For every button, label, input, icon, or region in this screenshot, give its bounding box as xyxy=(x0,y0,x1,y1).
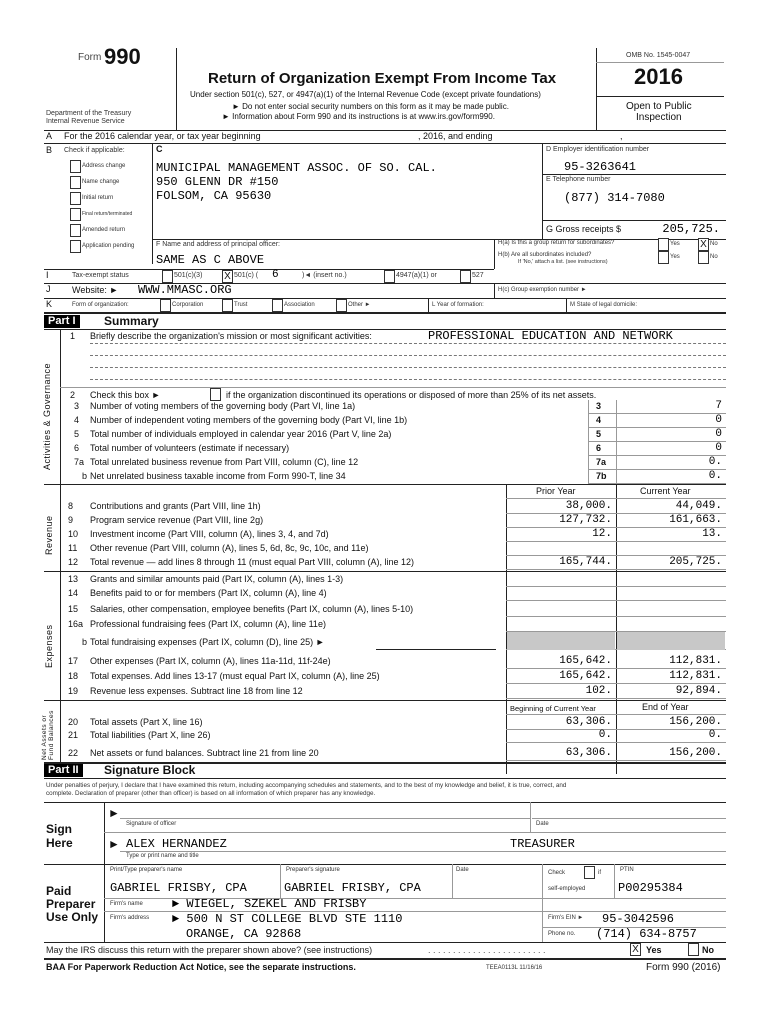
preparer-signature: GABRIEL FRISBY, CPA xyxy=(284,881,421,895)
initial-return-label: Initial return xyxy=(82,195,114,201)
gov-line-text: Total number of individuals employed in calendar year 2016 (Part V, line 2a) xyxy=(90,429,392,439)
gov-box-label: 7b xyxy=(596,471,607,481)
501c-number: 6 xyxy=(272,269,279,281)
year-formation-label: L Year of formation: xyxy=(432,302,484,308)
corporation-checkbox[interactable] xyxy=(160,299,171,312)
side-expenses: Expenses xyxy=(44,624,54,668)
line-i-letter: I xyxy=(46,270,49,280)
current-value: 156,200. xyxy=(669,747,722,759)
current-value: 0. xyxy=(708,729,722,741)
current-value: 156,200. xyxy=(669,716,722,728)
527-label: 527 xyxy=(472,272,484,279)
perjury-line-1: Under penalties of perjury, I declare that I have examined this return, including accompanying schedules and statements, and to the best of my knowledge and belief, it is true, correct, and xyxy=(46,782,567,789)
group-exemption-label: H(c) Group exemption number ► xyxy=(498,287,587,293)
fin-line-number: 12 xyxy=(68,557,79,567)
section-c-letter: C xyxy=(156,144,163,154)
phone-value: (714) 634-8757 xyxy=(596,927,697,941)
website-label: Website: ► xyxy=(72,285,119,295)
501c3-checkbox[interactable] xyxy=(162,270,173,283)
name-change-checkbox[interactable] xyxy=(70,176,81,189)
if-label: if xyxy=(598,870,601,876)
firm-ein-label: Firm's EIN ► xyxy=(548,915,584,921)
self-employed-label: self-employed xyxy=(548,886,586,892)
gov-line-text: Total number of volunteers (estimate if necessary) xyxy=(90,443,290,453)
form-of-org-label: Form of organization: xyxy=(72,302,129,308)
state-domicile-label: M State of legal domicile: xyxy=(570,302,638,308)
ein-value: 95-3263641 xyxy=(564,160,637,174)
sign-arrow: ► xyxy=(108,806,120,820)
form-footer: Form 990 (2016) xyxy=(646,962,721,973)
prior-value: 165,744. xyxy=(559,556,612,568)
dept-line2: Internal Revenue Service xyxy=(46,118,125,125)
preparer-date-label: Date xyxy=(456,867,469,873)
principal-officer-label: F Name and address of principal officer: xyxy=(156,241,280,248)
final-return-label: Final return/terminated xyxy=(82,211,133,217)
gov-line-number: 4 xyxy=(74,415,80,425)
ein-label: D Employer identification number xyxy=(546,146,650,153)
print-name-label: Type or print name and title xyxy=(126,853,199,859)
501c-checkbox[interactable]: X xyxy=(222,270,233,283)
firm-name: ► WIEGEL, SZEKEL AND FRISBY xyxy=(172,897,367,911)
fin-line-number: 20 xyxy=(68,717,79,727)
dept-line1: Department of the Treasury xyxy=(46,110,132,117)
fin-line-text: Net assets or fund balances. Subtract line 21 from line 20 xyxy=(90,748,319,758)
omb-number: OMB No. 1545-0047 xyxy=(626,52,691,59)
gov-value: 0 xyxy=(715,428,722,440)
address-change-checkbox[interactable] xyxy=(70,160,81,173)
application-pending-label: Application pending xyxy=(82,243,135,249)
current-value: 205,725. xyxy=(669,556,722,568)
gov-line-number: b xyxy=(82,471,88,481)
fin-line-text: Total assets (Part X, line 16) xyxy=(90,717,203,727)
line-1-text: Briefly describe the organization's mission or most significant activities: xyxy=(90,331,372,341)
current-value: 112,831. xyxy=(669,670,722,682)
shaded-cell xyxy=(617,632,725,650)
principal-officer-value: SAME AS C ABOVE xyxy=(156,253,265,267)
gov-box-label: 4 xyxy=(596,415,602,425)
col-current-year: Current Year xyxy=(640,486,691,496)
baa-notice: BAA For Paperwork Reduction Act Notice, see the separate instructions. xyxy=(46,962,356,972)
name-change-label: Name change xyxy=(82,179,120,185)
info-instruction: ► Information about Form 990 and its instructions is at www.irs.gov/form990. xyxy=(222,112,495,121)
line-a-end: , xyxy=(620,131,623,141)
telephone-value: (877) 314-7080 xyxy=(564,191,665,205)
amended-return-label: Amended return xyxy=(82,227,126,233)
line-k-letter: K xyxy=(46,299,53,309)
fin-line-number: 15 xyxy=(68,604,79,614)
gov-box-label: 3 xyxy=(596,401,602,411)
gov-line-number: 5 xyxy=(74,429,80,439)
firm-address-1: ► 500 N ST COLLEGE BLVD STE 1110 xyxy=(172,912,403,926)
side-activities-governance: Activities & Governance xyxy=(42,362,52,470)
sign-label-2: Here xyxy=(46,836,73,850)
discontinued-checkbox[interactable] xyxy=(210,388,221,401)
website-value: WWW.MMASC.ORG xyxy=(138,283,232,297)
firm-ein: 95-3042596 xyxy=(602,912,675,926)
fin-line-text: Total fundraising expenses (Part IX, column (D), line 25) ► xyxy=(90,637,325,647)
gov-value: 7 xyxy=(715,400,722,412)
fin-line-text: Salaries, other compensation, employee benefits (Part IX, column (A), lines 5-10) xyxy=(90,604,414,614)
gov-value: 0. xyxy=(708,456,722,468)
subordinates-yes-label: Yes xyxy=(670,254,680,260)
section-b-label: Check if applicable: xyxy=(64,147,125,154)
side-revenue: Revenue xyxy=(44,515,54,555)
final-return-checkbox[interactable] xyxy=(70,208,81,221)
col-beginning-year: Beginning of Current Year xyxy=(510,704,596,713)
initial-return-checkbox[interactable] xyxy=(70,192,81,205)
gov-box-label: 5 xyxy=(596,429,602,439)
fin-line-text: Professional fundraising fees (Part IX, column (A), line 11e) xyxy=(90,619,326,629)
insert-number-label: )◄ (insert no.) xyxy=(302,272,347,279)
col-prior-year: Prior Year xyxy=(536,486,576,496)
side-net-assets-2: Fund Balances xyxy=(48,710,55,760)
association-checkbox[interactable] xyxy=(272,299,283,312)
gov-line-number: 7a xyxy=(74,457,85,467)
501c3-label: 501(c)(3) xyxy=(174,272,203,279)
current-value: 13. xyxy=(702,528,722,540)
telephone-label: E Telephone number xyxy=(546,176,611,183)
gov-box-label: 7a xyxy=(596,457,607,467)
preparer-label: Preparer xyxy=(46,897,96,911)
prior-value: 63,306. xyxy=(565,747,612,759)
perjury-line-2: complete. Declaration of preparer (other than officer) is based on all information of which preparer has any knowledge. xyxy=(46,790,376,797)
firm-name-label: Firm's name xyxy=(110,901,143,907)
fin-line-text: Total revenue — add lines 8 through 11 (must equal Part VIII, column (A), line 12) xyxy=(90,557,414,567)
mission-value: PROFESSIONAL EDUCATION AND NETWORK xyxy=(428,329,673,343)
form-title: Return of Organization Exempt From Income Tax xyxy=(208,70,557,87)
gov-value: 0 xyxy=(715,414,722,426)
application-pending-checkbox[interactable] xyxy=(70,240,81,253)
current-value: 112,831. xyxy=(669,655,722,667)
subordinates-label: H(b) Are all subordinates included? xyxy=(498,252,592,258)
firm-address-2: ORANGE, CA 92868 xyxy=(186,927,302,941)
subordinates-no-checkbox[interactable] xyxy=(698,251,709,264)
group-return-no-checkbox[interactable]: X xyxy=(698,238,709,251)
prior-value: 38,000. xyxy=(565,500,612,512)
form-word: Form xyxy=(78,52,102,63)
prior-value: 165,642. xyxy=(559,670,612,682)
preparer-signature-label: Preparer's signature xyxy=(286,867,340,873)
fin-line-number: b xyxy=(82,637,88,647)
fin-line-number: 10 xyxy=(68,529,79,539)
form-code: TEEA0113L 11/16/16 xyxy=(486,965,543,971)
discuss-yes-checkbox[interactable]: X xyxy=(630,943,641,956)
prior-value: 102. xyxy=(585,685,612,697)
line-2-number: 2 xyxy=(70,390,76,400)
fin-line-number: 8 xyxy=(68,501,74,511)
subordinates-no-label: No xyxy=(710,254,718,260)
line-a-letter: A xyxy=(46,131,53,141)
prior-value: 12. xyxy=(592,528,612,540)
prior-value: 165,642. xyxy=(559,655,612,667)
fin-line-number: 9 xyxy=(68,515,74,525)
officer-title: TREASURER xyxy=(510,837,575,851)
fin-line-number: 21 xyxy=(68,730,79,740)
signature-officer-label: Signature of officer xyxy=(126,821,177,827)
subordinates-yes-checkbox[interactable] xyxy=(658,251,669,264)
phone-label: Phone no. xyxy=(548,931,576,937)
fin-line-number: 17 xyxy=(68,656,79,666)
gross-receipts-value: 205,725. xyxy=(662,222,720,236)
check-label: Check xyxy=(548,870,566,876)
subordinates-note: If 'No,' attach a list. (see instructions) xyxy=(518,259,608,265)
fin-line-number: 13 xyxy=(68,574,79,584)
ptin-value: P00295384 xyxy=(618,881,683,895)
other-checkbox[interactable] xyxy=(336,299,347,312)
firm-address-label: Firm's address xyxy=(110,915,150,921)
gov-line-text: Total unrelated business revenue from Part VIII, column (C), line 12 xyxy=(90,457,359,467)
501c-label: 501(c) ( xyxy=(234,272,259,279)
shaded-cell xyxy=(507,632,615,650)
gov-line-number: 6 xyxy=(74,443,80,453)
form-subtitle: Under section 501(c), 527, or 4947(a)(1) of the Internal Revenue Code (except private foundations) xyxy=(190,90,541,99)
fin-line-text: Program service revenue (Part VIII, line 2g) xyxy=(90,515,264,525)
org-name: MUNICIPAL MANAGEMENT ASSOC. OF SO. CAL. xyxy=(156,161,437,175)
fin-line-text: Total liabilities (Part X, line 26) xyxy=(90,730,211,740)
paid-label: Paid xyxy=(46,884,72,898)
part-ii-label: Part II xyxy=(44,764,83,777)
other-label: Other ► xyxy=(348,302,371,308)
part-i-label: Part I xyxy=(44,315,80,328)
discuss-question: May the IRS discuss this return with the preparer shown above? (see instructions) xyxy=(46,945,373,955)
preparer-name: GABRIEL FRISBY, CPA xyxy=(110,881,247,895)
trust-label: Trust xyxy=(234,302,248,308)
org-address-1: 950 GLENN DR #150 xyxy=(156,175,279,189)
open-public-2: Inspection xyxy=(636,112,682,123)
527-checkbox[interactable] xyxy=(460,270,471,283)
current-value: 92,894. xyxy=(675,685,722,697)
ssn-instruction: ► Do not enter social security numbers on this form as it may be made public. xyxy=(232,102,509,111)
part-i-title: Summary xyxy=(104,314,159,328)
use-only-label: Use Only xyxy=(46,910,99,924)
side-net-assets-1: Net Assets or xyxy=(41,714,48,760)
trust-checkbox[interactable] xyxy=(222,299,233,312)
group-return-yes-label: Yes xyxy=(670,241,680,247)
section-b-letter: B xyxy=(46,145,53,155)
fin-line-number: 19 xyxy=(68,686,79,696)
discuss-no-checkbox[interactable] xyxy=(688,943,699,956)
part-ii-title: Signature Block xyxy=(104,763,196,777)
fin-line-text: Other revenue (Part VIII, column (A), lines 5, 6d, 8c, 9c, 10c, and 11e) xyxy=(90,543,369,553)
prior-value: 127,732. xyxy=(559,514,612,526)
prior-value: 0. xyxy=(598,729,612,741)
corporation-label: Corporation xyxy=(172,302,204,308)
fin-line-text: Revenue less expenses. Subtract line 18 from line 12 xyxy=(90,686,303,696)
group-return-no-label: No xyxy=(710,241,718,247)
fin-line-number: 22 xyxy=(68,748,79,758)
line-2-text-a: Check this box ► xyxy=(90,390,161,400)
fin-line-number: 14 xyxy=(68,588,79,598)
self-employed-checkbox[interactable] xyxy=(584,866,595,879)
tax-exempt-label: Tax-exempt status xyxy=(72,272,129,279)
sign-label-1: Sign xyxy=(46,822,72,836)
fin-line-text: Investment income (Part VIII, column (A), lines 3, 4, and 7d) xyxy=(90,529,329,539)
form-number: 990 xyxy=(104,44,141,69)
fin-line-text: Other expenses (Part IX, column (A), lines 11a-11d, 11f-24e) xyxy=(90,656,331,666)
org-address-2: FOLSOM, CA 95630 xyxy=(156,189,272,203)
amended-return-checkbox[interactable] xyxy=(70,224,81,237)
col-end-year: End of Year xyxy=(642,702,689,712)
gov-line-number: 3 xyxy=(74,401,80,411)
gov-line-text: Number of independent voting members of the governing body (Part VI, line 1b) xyxy=(90,415,408,425)
ptin-label: PTIN xyxy=(620,867,634,873)
preparer-print-label: Print/Type preparer's name xyxy=(110,867,183,873)
association-label: Association xyxy=(284,302,315,308)
discuss-no-label: No xyxy=(702,945,714,955)
open-public-1: Open to Public xyxy=(626,101,692,112)
fin-line-text: Grants and similar amounts paid (Part IX, column (A), lines 1-3) xyxy=(90,574,344,584)
address-change-label: Address change xyxy=(82,163,126,169)
fin-line-text: Total expenses. Add lines 13-17 (must equal Part IX, column (A), line 25) xyxy=(90,671,380,681)
fin-line-text: Contributions and grants (Part VIII, line 1h) xyxy=(90,501,261,511)
line-a-mid: , 2016, and ending xyxy=(418,131,493,141)
name-arrow: ► xyxy=(108,837,120,851)
line-j-letter: J xyxy=(46,284,51,294)
current-value: 44,049. xyxy=(675,500,722,512)
fin-line-text: Benefits paid to or for members (Part IX, column (A), line 4) xyxy=(90,588,327,598)
gross-receipts-label: G Gross receipts $ xyxy=(546,224,622,234)
tax-year: 2016 xyxy=(634,64,683,89)
gov-value: 0. xyxy=(708,470,722,482)
line-a-text: For the 2016 calendar year, or tax year beginning xyxy=(64,131,261,141)
current-value: 161,663. xyxy=(669,514,722,526)
signature-date-label: Date xyxy=(536,821,549,827)
discuss-yes-label: Yes xyxy=(646,945,662,955)
gov-value: 0 xyxy=(715,442,722,454)
prior-value: 63,306. xyxy=(565,716,612,728)
line-2-text-b: if the organization discontinued its operations or disposed of more than 25% of its net assets. xyxy=(226,390,597,400)
4947-checkbox[interactable] xyxy=(384,270,395,283)
fin-line-number: 18 xyxy=(68,671,79,681)
officer-name: ALEX HERNANDEZ xyxy=(126,837,227,851)
gov-line-text: Number of voting members of the governing body (Part VI, line 1a) xyxy=(90,401,356,411)
line-1-number: 1 xyxy=(70,331,76,341)
fin-line-number: 16a xyxy=(68,619,84,629)
gov-box-label: 6 xyxy=(596,443,602,453)
group-return-label: H(a) Is this a group return for subordinates? xyxy=(498,240,615,246)
4947-label: 4947(a)(1) or xyxy=(396,272,437,279)
group-return-yes-checkbox[interactable] xyxy=(658,238,669,251)
gov-line-text: Net unrelated business taxable income from Form 990-T, line 34 xyxy=(90,471,346,481)
fin-line-number: 11 xyxy=(68,543,78,553)
